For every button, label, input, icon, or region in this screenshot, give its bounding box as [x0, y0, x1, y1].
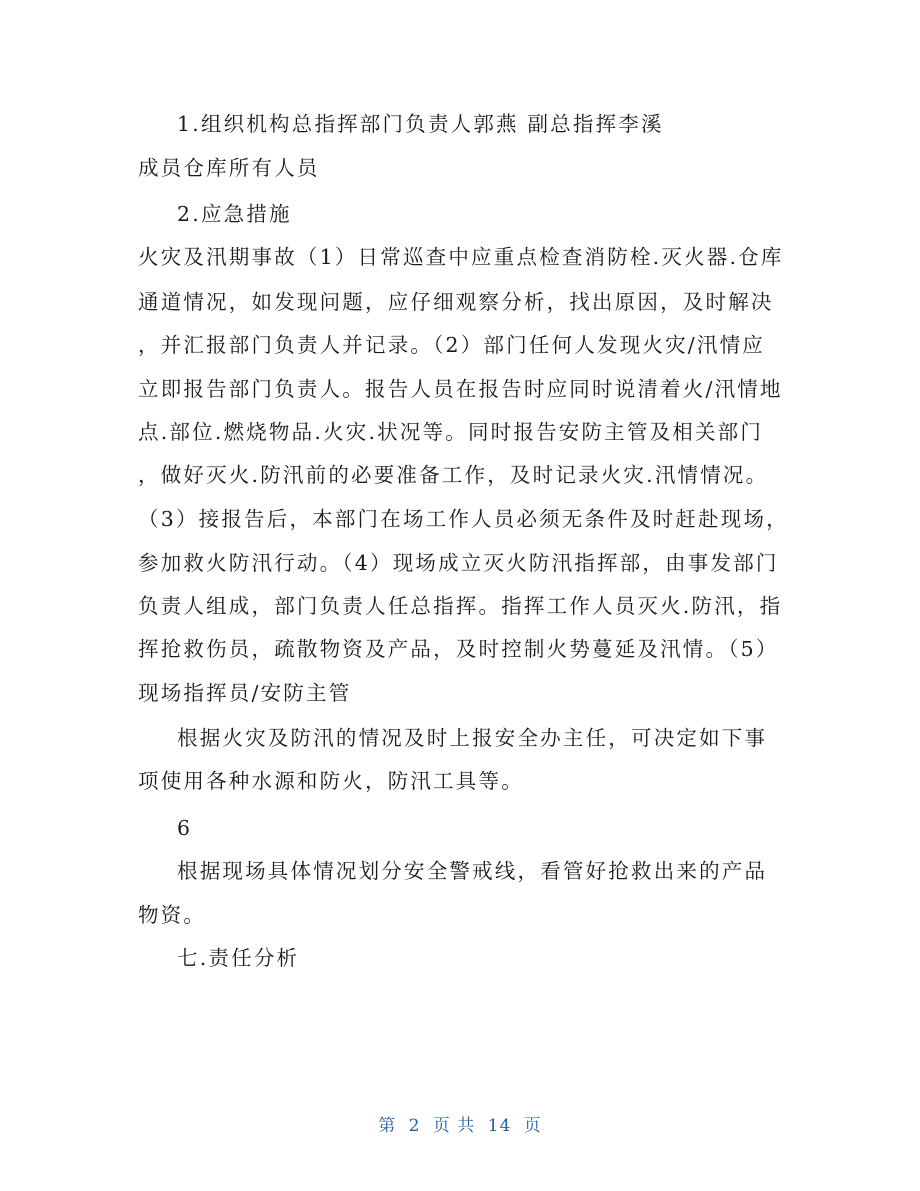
footer-page-number: 2 [408, 1116, 421, 1136]
text-line-7: 立即报告部门负责人。报告人员在报告时应同时说清着火/汛情地 [138, 377, 783, 401]
text-line-10: （3）接报告后，本部门在场工作人员必须无条件及时赶赴现场， [138, 507, 789, 531]
text-line-5: 通道情况，如发现问题，应仔细观察分析，找出原因，及时解决 [138, 290, 774, 314]
text-line-12: 负责人组成，部门负责人任总指挥。指挥工作人员灭火.防汛，指 [138, 594, 783, 618]
text-line-17: 6 [177, 816, 193, 840]
text-line-4: 火灾及汛期事故（1）日常巡查中应重点检查消防栓.灭火器.仓库 [138, 245, 784, 269]
text-line-20: 七.责任分析 [177, 946, 300, 970]
footer-prefix: 第 [378, 1116, 397, 1136]
text-line-16: 项使用各种水源和防火，防汛工具等。 [138, 769, 524, 793]
text-line-8: 点.部位.燃烧物品.火灾.状况等。同时报告安防主管及相关部门 [138, 420, 764, 444]
text-line-3: 2.应急措施 [177, 202, 292, 226]
text-line-11: 参加救火防汛行动。（4）现场成立灭火防汛指挥部，由事发部门 [138, 551, 779, 575]
footer-total-pages: 14 [487, 1116, 512, 1136]
footer-middle: 页 共 [432, 1116, 476, 1136]
text-line-1: 1.组织机构总指挥部门负责人郭燕 副总指挥李溪 [177, 112, 664, 136]
text-line-18: 根据现场具体情况划分安全警戒线，看管好抢救出来的产品 [177, 859, 768, 883]
text-line-6: ，并汇报部门负责人并记录。（2）部门任何人发现火灾/汛情应 [138, 333, 765, 357]
text-line-19: 物资。 [138, 903, 207, 927]
text-line-15: 根据火灾及防汛的情况及时上报安全办主任，可决定如下事 [177, 726, 768, 750]
footer-suffix: 页 [523, 1116, 542, 1136]
text-line-13: 挥抢救伤员，疏散物资及产品，及时控制火势蔓延及汛情。（5） [138, 637, 779, 661]
text-line-9: ，做好灭火.防汛前的必要准备工作，及时记录火灾.汛情情况。 [138, 463, 769, 487]
page-footer [0, 1115, 920, 1137]
text-line-14: 现场指挥员/安防主管 [138, 681, 352, 705]
text-line-2: 成员仓库所有人员 [138, 156, 320, 180]
